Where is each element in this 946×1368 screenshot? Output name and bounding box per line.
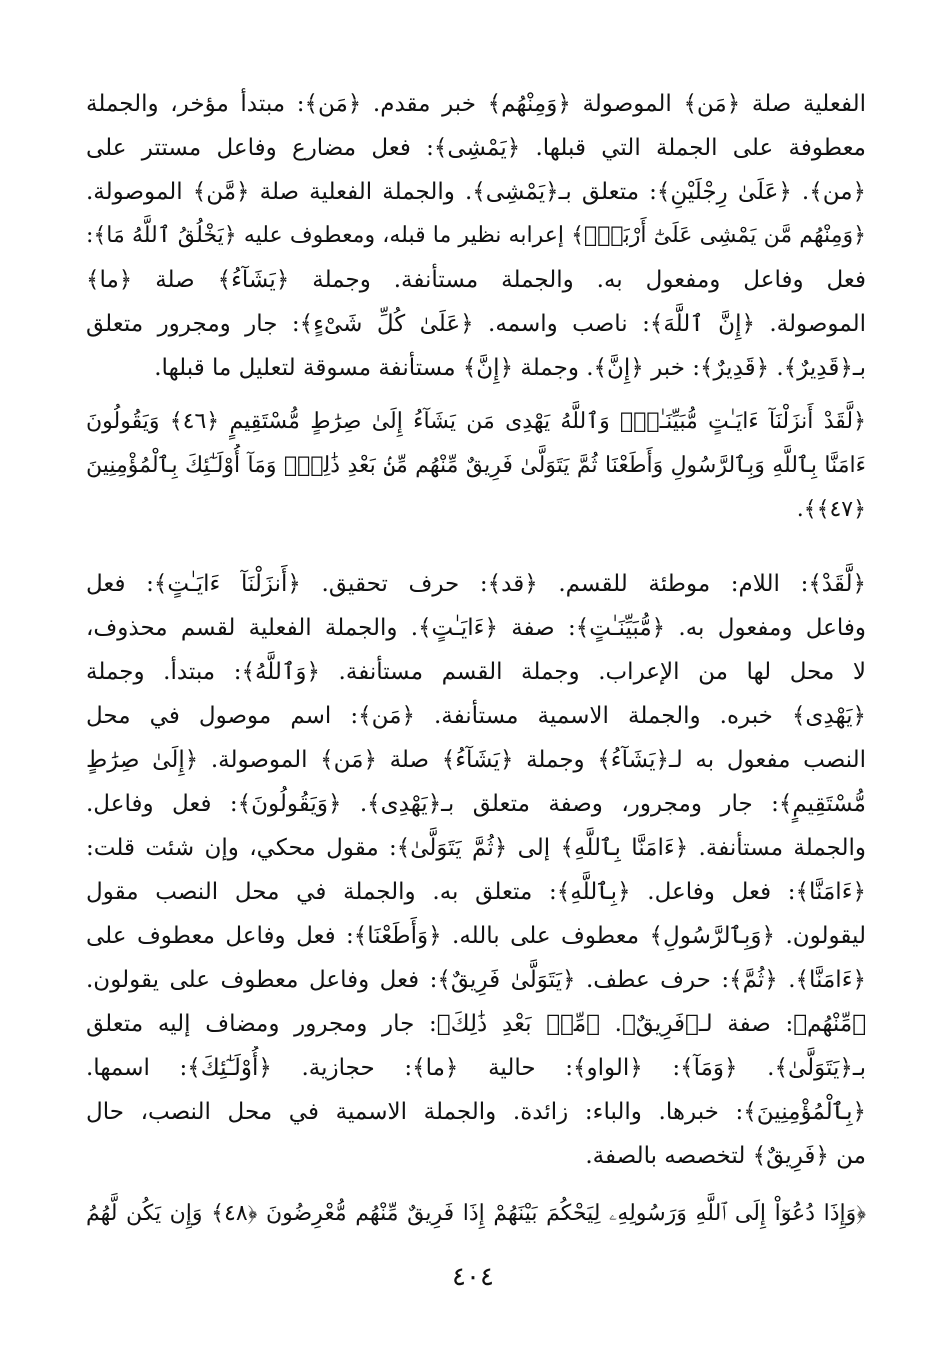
text-line: ﴿مِّنْهُم﴾: صفة لـ﴿فَرِيقٌ﴾. ﴿مِّنۢ بَعْدِ ذَٰلِكَ﴾: جار ومجرور ومضاف إليه متعلق <box>86 1011 866 1037</box>
text-line: بـ﴿يَتَوَلَّىٰ﴾. ﴿وَمَآ﴾: ﴿الواو﴾: حالية ﴿ما﴾: حجازية. ﴿أُوْلَـٰٓئِكَ﴾: اسمها. <box>86 1055 866 1081</box>
page-number: ٤٠٤ <box>452 1262 494 1292</box>
paragraph-2 <box>86 562 866 1178</box>
text-line: ﴿وَمِنْهُم مَّن يَمْشِى عَلَىٰٓ أَرْبَعٍۚ﴾ إعرابه نظير ما قبله، ومعطوف عليه ﴿يَخْلُقُ ٱللَّهُ مَا﴾: <box>86 223 866 248</box>
text-line: مُّسْتَقِيمٍ﴾: جار ومجرور، وصفة متعلق بـ﴿يَهْدِى﴾. ﴿وَيَقُولُونَ﴾: فعل وفاعل. <box>86 791 866 817</box>
verse-line: ﴿وَإِذَا دُعُوٓاْ إِلَى ٱللَّهِ وَرَسُولِهِۦ لِيَحْكُمَ بَيْنَهُمْ إِذَا فَرِيقٌ مِّنْهُم مُّعْرِضُونَ ﴿٤٨﴾ وَإِن يَكُن لَّهُمُ <box>86 1201 866 1226</box>
text-line: ﴿ءَامَنَّا﴾. ﴿ثُمَّ﴾: حرف عطف. ﴿يَتَوَلَّىٰ فَرِيقٌ﴾: فعل وفاعل معطوف على يقولون. <box>86 967 866 993</box>
text-line: الفعلية صلة ﴿مَن﴾ الموصولة ﴿وَمِنْهُم﴾ خبر مقدم. ﴿مَن﴾: مبتدأ مؤخر، والجملة <box>86 91 866 117</box>
text-line: ﴿من﴾. ﴿عَلَىٰ رِجْلَيْنِ﴾: متعلق بـ﴿يَمْشِى﴾. والجملة الفعلية صلة ﴿مَّن﴾ الموصولة. <box>86 179 866 205</box>
text-line: ﴿ءَامَنَّا﴾: فعل وفاعل. ﴿بِٱللَّهِ﴾: متعلق به. والجملة في محل النصب مقول <box>86 879 866 905</box>
quran-verse-block <box>86 400 866 532</box>
verse-line: ﴿٤٧﴾﴾. <box>796 497 866 522</box>
text-line: ﴿يَهْدِى﴾ خبره. والجملة الاسمية مستأنفة. ﴿مَن﴾: اسم موصول في محل <box>86 703 866 729</box>
text-line: معطوفة على الجملة التي قبلها. ﴿يَمْشِى﴾: فعل مضارع وفاعل مستتر على <box>86 135 866 161</box>
text-line: لا محل لها من الإعراب. وجملة القسم مستأنفة. ﴿وَٱللَّهُ﴾: مبتدأ. وجملة <box>86 659 866 685</box>
text-line: ﴿لَّقَدْ﴾: اللام: موطئة للقسم. ﴿قد﴾: حرف تحقيق. ﴿أَنزَلْنَآ ءَايَـٰتٍ﴾: فعل <box>86 571 866 597</box>
quran-verse-block <box>86 1192 866 1236</box>
text-line: الموصولة. ﴿إِنَّ ٱللَّهَ﴾: ناصب واسمه. ﴿عَلَىٰ كُلِّ شَىْءٍ﴾: جار ومجرور متعلق <box>86 311 866 337</box>
text-line: ليقولون. ﴿وَبِٱلرَّسُولِ﴾ معطوف على بالله. ﴿وَأَطَعْنَا﴾: فعل وفاعل معطوف على <box>86 923 866 949</box>
text-line: بـ﴿قَدِيرٌ﴾. ﴿قَدِيرٌ﴾: خبر ﴿إِنَّ﴾. وجملة ﴿إِنَّ﴾ مستأنفة مسوقة لتعليل ما قبلها. <box>154 355 866 381</box>
paragraph-1 <box>86 82 866 390</box>
text-line: وفاعل ومفعول به. ﴿مُّبَيِّنَـٰتٍ﴾: صفة ﴿ءَايَـٰتٍ﴾. والجملة الفعلية لقسم محذوف، <box>86 615 866 641</box>
text-line: ﴿بِٱلْمُؤْمِنِينَ﴾: خبرها. والباء: زائدة. والجملة الاسمية في محل النصب، حال <box>86 1099 866 1125</box>
verse-line: ءَامَنَّا بِٱللَّهِ وَبِٱلرَّسُولِ وَأَطَعْنَا ثُمَّ يَتَوَلَّىٰ فَرِيقٌ مِّنْهُم مِّنۢ بَعْدِ ذَٰلِكَۚ وَمَآ أُوْلَـٰٓئِكَ بِٱلْمُؤْمِنِينَ <box>86 453 866 478</box>
text-line: فعل وفاعل ومفعول به. والجملة مستأنفة. وجملة ﴿يَشَآءُ﴾ صلة ﴿ما﴾ <box>86 267 866 293</box>
verse-line: ﴿لَّقَدْ أَنزَلْنَآ ءَايَـٰتٍ مُّبَيِّنَـٰتٍۚ وَٱللَّهُ يَهْدِى مَن يَشَآءُ إِلَىٰ صِرَٰطٍ مُّسْتَقِيمٍ ﴿٤٦﴾ وَيَقُولُونَ <box>86 409 866 434</box>
text-line: من ﴿فَرِيقٌ﴾ لتخصصه بالصفة. <box>585 1143 866 1169</box>
text-line: النصب مفعول به لـ﴿يَشَآءُ﴾ وجملة ﴿يَشَآءُ﴾ صلة ﴿مَن﴾ الموصولة. ﴿إِلَىٰ صِرَٰطٍ <box>86 747 866 773</box>
text-line: والجملة مستأنفة. ﴿ءَامَنَّا بِٱللَّهِ﴾ إلى ﴿ثُمَّ يَتَوَلَّىٰ﴾: مقول محكي، وإن شئت قلت: <box>86 835 866 861</box>
